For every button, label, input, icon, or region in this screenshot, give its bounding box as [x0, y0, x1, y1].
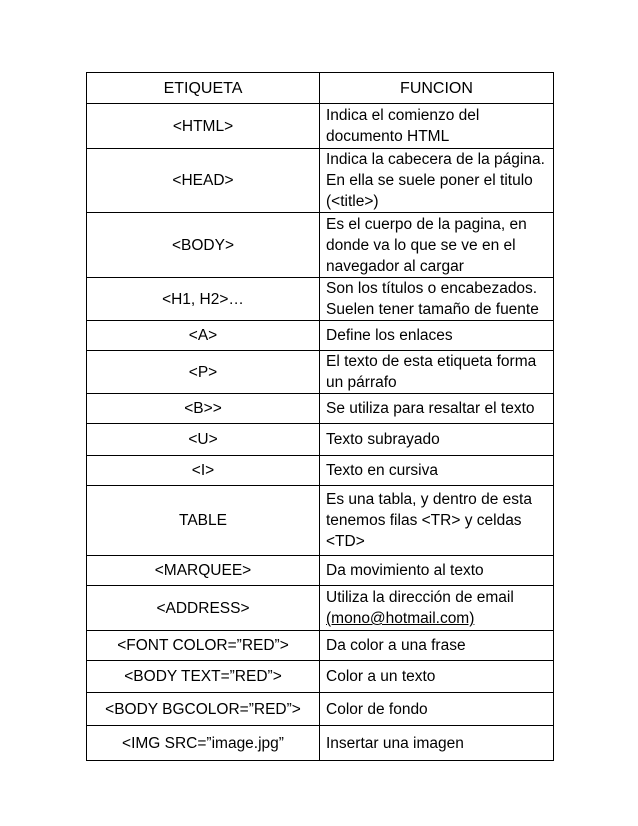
table-row [87, 351, 554, 394]
tag-cell: <BODY BGCOLOR=”RED”> [87, 693, 320, 726]
function-text-line: En ella se suele poner el titulo [326, 172, 533, 189]
tag-cell: <P> [87, 351, 320, 394]
header-etiqueta: ETIQUETA [87, 73, 320, 104]
table-row [87, 213, 554, 278]
function-text-line: donde va lo que se ve en el [326, 236, 516, 254]
table-row [87, 726, 554, 761]
function-text-line: Es el cuerpo de la pagina, en [326, 215, 527, 233]
function-cell [320, 661, 554, 693]
function-text-line: Da movimiento al texto [326, 562, 484, 579]
function-text-line: tenemos filas <TR> y celdas [326, 512, 522, 529]
function-text-line: (<title>) [326, 193, 379, 210]
function-text-line: Define los enlaces [326, 327, 453, 344]
function-cell [320, 586, 554, 631]
function-cell [320, 213, 554, 278]
tag-cell: TABLE [87, 486, 320, 556]
function-text-line: navegador al cargar [326, 257, 464, 275]
function-text-line: Insertar una imagen [326, 734, 464, 752]
table-row [87, 149, 554, 213]
function-cell [320, 321, 554, 351]
function-text-line: Utiliza la dirección de email [326, 589, 514, 606]
tag-cell: <HTML> [87, 104, 320, 149]
function-text-line: Da color a una frase [326, 637, 466, 654]
function-text-line: un párrafo [326, 374, 397, 391]
function-cell [320, 104, 554, 149]
table-row [87, 321, 554, 351]
function-text-line: Texto en cursiva [326, 462, 438, 479]
table-row [87, 486, 554, 556]
function-cell [320, 631, 554, 661]
table-row [87, 586, 554, 631]
function-cell [320, 278, 554, 321]
tag-cell: <H1, H2>… [87, 278, 320, 321]
tag-cell: <B>> [87, 394, 320, 424]
tag-cell: <BODY> [87, 213, 320, 278]
tag-cell: <FONT COLOR=”RED”> [87, 631, 320, 661]
table-header-row [87, 73, 554, 104]
function-cell [320, 424, 554, 456]
table-row [87, 104, 554, 149]
table-row [87, 631, 554, 661]
function-cell [320, 556, 554, 586]
function-cell [320, 351, 554, 394]
function-text-line: Se utiliza para resaltar el texto [326, 400, 535, 417]
table-row [87, 693, 554, 726]
html-tags-table [86, 72, 554, 761]
table-body [87, 104, 554, 761]
table-row [87, 556, 554, 586]
function-cell [320, 693, 554, 726]
function-cell [320, 149, 554, 213]
table-row [87, 394, 554, 424]
email-link[interactable]: (mono@hotmail.com) [326, 610, 475, 627]
tag-cell: <U> [87, 424, 320, 456]
function-cell [320, 486, 554, 556]
function-text-line: documento HTML [326, 128, 450, 145]
function-text-line: El texto de esta etiqueta forma [326, 353, 537, 370]
function-cell [320, 456, 554, 486]
header-funcion: FUNCION [320, 73, 554, 104]
tag-cell: <HEAD> [87, 149, 320, 213]
tag-cell: <BODY TEXT=”RED”> [87, 661, 320, 693]
tag-cell: <IMG SRC=”image.jpg” [87, 726, 320, 761]
table-row [87, 278, 554, 321]
tag-cell: <A> [87, 321, 320, 351]
tag-cell: <ADDRESS> [87, 586, 320, 631]
function-text-line: Indica la cabecera de la página. [326, 151, 545, 168]
function-text-line: Color de fondo [326, 700, 428, 718]
tag-cell: <I> [87, 456, 320, 486]
function-text-line: Texto subrayado [326, 431, 440, 448]
function-text-line: Son los títulos o encabezados. [326, 280, 538, 297]
table-row [87, 456, 554, 486]
function-text-line: Indica el comienzo del [326, 107, 480, 124]
function-text-line: Color a un texto [326, 668, 436, 685]
function-text-line: Suelen tener tamaño de fuente [326, 301, 539, 318]
table-row [87, 661, 554, 693]
table-row [87, 424, 554, 456]
function-text-line: Es una tabla, y dentro de esta [326, 491, 532, 508]
function-cell [320, 726, 554, 761]
function-cell [320, 394, 554, 424]
function-text-line: <TD> [326, 533, 365, 550]
tag-cell: <MARQUEE> [87, 556, 320, 586]
